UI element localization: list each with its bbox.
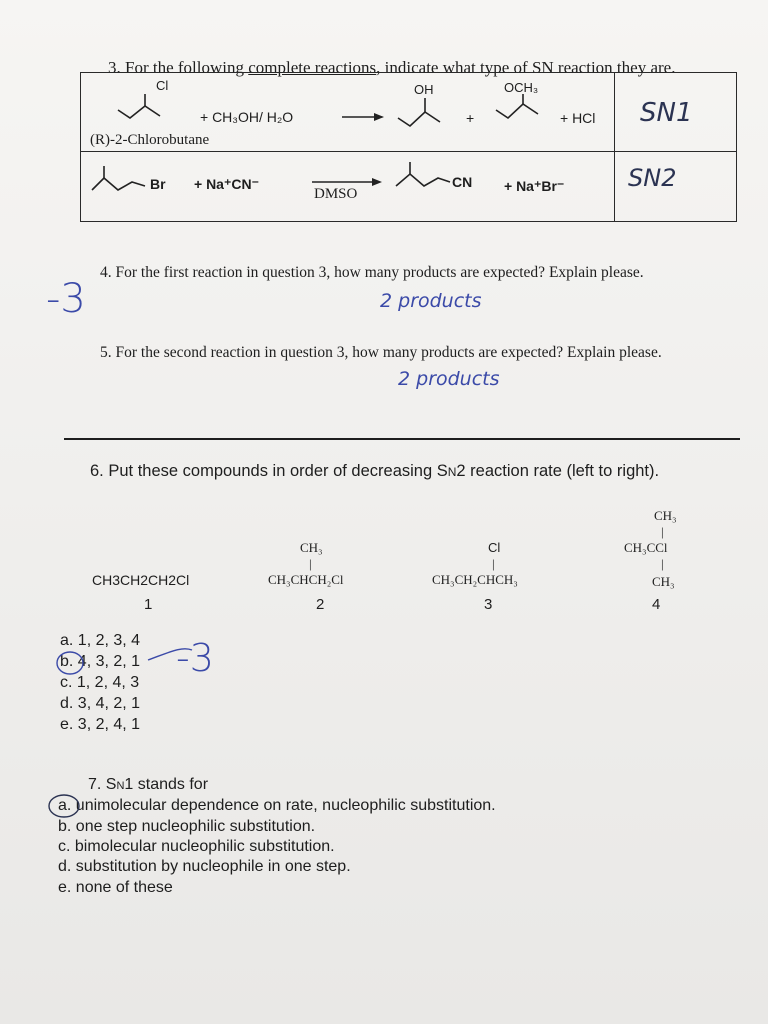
q6-option-e[interactable]: e. 3, 2, 4, 1 <box>60 716 141 733</box>
q6-option-b[interactable]: b. 4, 3, 2, 1 <box>60 653 141 670</box>
compound-3-bond: | <box>492 556 495 571</box>
compound-2-bond: | <box>309 556 312 571</box>
q7-option-c[interactable]: c. bimolecular nucleophilic substitution. <box>58 838 335 855</box>
product-cn-label: CN <box>452 174 473 190</box>
q4-handwritten-answer: 2 products <box>380 290 482 312</box>
q6-option-a[interactable]: a. 1, 2, 3, 4 <box>60 632 141 649</box>
reaction2-byproduct: + Na⁺Br⁻ <box>504 178 565 194</box>
product-och3-label: OCH₃ <box>504 80 539 95</box>
q7-handwritten-marks <box>0 780 768 840</box>
q6-prompt: 6. Put these compounds in order of decreasing Sn2 reaction rate (left to right). <box>90 462 660 480</box>
q7-option-b[interactable]: b. one step nucleophilic substitution. <box>58 818 316 835</box>
q7-option-e[interactable]: e. none of these <box>58 879 173 896</box>
reactant-br-label: Br <box>150 176 166 192</box>
reaction1-handwritten-answer: SN1 <box>640 98 693 128</box>
q6-answer-circle <box>57 652 83 674</box>
q7-prompt: 7. Sn1 stands for <box>88 776 209 793</box>
reaction2-arrow-head <box>372 178 382 186</box>
isobutyl-bromide-skeleton <box>92 178 145 190</box>
ether-skeleton <box>496 104 538 118</box>
compound-4-bottom: CH₃ <box>652 574 675 589</box>
section-divider <box>64 438 740 440</box>
reaction1-plus: + <box>466 110 475 126</box>
chlorobutane-skeleton <box>118 106 160 118</box>
reaction2-reagent: + Na⁺CN⁻ <box>194 176 259 192</box>
isobutyl-cyanide-skeleton <box>396 174 450 186</box>
reaction1-byproduct: + HCl <box>560 110 596 126</box>
q4-prompt: 4. For the first reaction in question 3, how many products are expected? Explain please. <box>100 264 644 281</box>
compound-3-branch: Cl <box>488 540 501 555</box>
reaction1-arrow-head <box>374 113 384 121</box>
compound-1-number: 1 <box>144 596 153 613</box>
q5-prompt: 5. For the second reaction in question 3, how many products are expected? Explain please. <box>100 344 662 361</box>
q6-handwritten-marks <box>0 600 768 740</box>
q6-option-d[interactable]: d. 3, 4, 2, 1 <box>60 695 141 712</box>
compound-4-number: 4 <box>652 596 661 613</box>
compound-1-formula: CH3CH2CH2Cl <box>92 572 190 588</box>
compound-4-bond-bottom: | <box>661 556 664 571</box>
q6-option-c[interactable]: c. 1, 2, 4, 3 <box>60 674 140 691</box>
compound-2-number: 2 <box>316 596 325 613</box>
reaction1-reagent: + CH₃OH/ H₂O <box>200 109 294 125</box>
reaction2-handwritten-answer: SN2 <box>628 164 677 192</box>
butanol-skeleton <box>398 112 440 126</box>
compound-2-formula: CH₃CHCH₂Cl <box>268 572 344 587</box>
q7-answer-circle <box>49 795 79 817</box>
reactant-cl-label: Cl <box>156 78 169 93</box>
solvent-label: DMSO <box>314 186 358 202</box>
compound-4-formula: CH₃CCl <box>624 540 668 555</box>
compound-2-branch: CH₃ <box>300 540 323 555</box>
q4-margin-score: -3 <box>46 276 86 322</box>
compound-3-formula: CH₃CH₂CHCH₃ <box>432 572 518 587</box>
compound-3-number: 3 <box>484 596 493 613</box>
reactant-name: (R)-2-Chlorobutane <box>90 132 210 148</box>
q6-margin-score: -3 <box>176 636 214 680</box>
q3-prompt: 3. For the following complete reactions, indicate what type of SN reaction they are. <box>108 58 676 77</box>
q5-handwritten-answer: 2 products <box>398 368 500 390</box>
q7-option-d[interactable]: d. substitution by nucleophile in one step. <box>58 858 351 875</box>
q7-option-a[interactable]: a. unimolecular dependence on rate, nucleophilic substitution. <box>58 797 496 814</box>
product-oh-label: OH <box>414 82 434 97</box>
compound-4-top: CH₃ <box>654 508 677 523</box>
compound-4-bond-top: | <box>661 524 664 539</box>
